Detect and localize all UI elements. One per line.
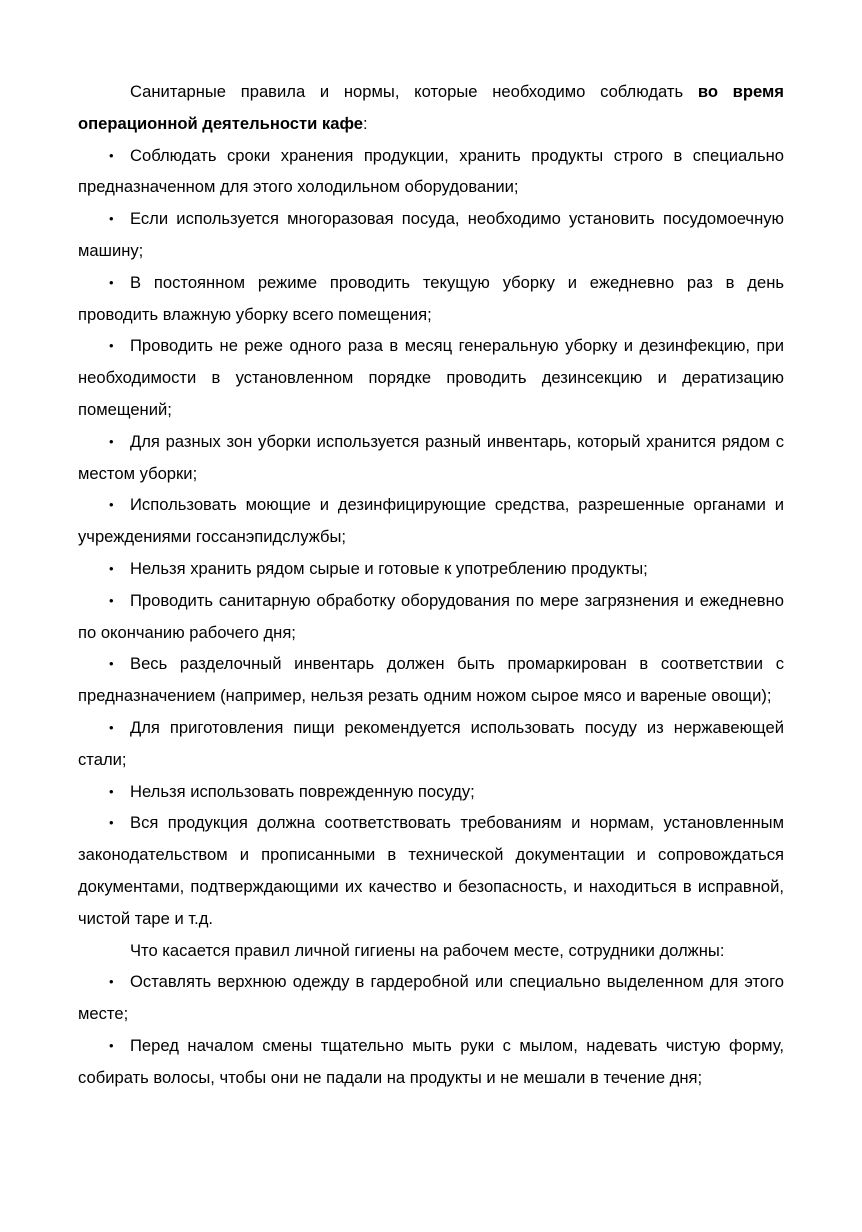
list-item (78, 776, 784, 808)
bullet-icon: • (109, 338, 114, 354)
list-item (78, 585, 784, 649)
intro-text: Санитарные правила и нормы, которые необходимо соблюдать (130, 82, 698, 101)
bullet-icon: • (109, 783, 114, 799)
list-item (78, 553, 784, 585)
bullet-icon: • (109, 815, 114, 831)
bullet-icon: • (109, 656, 114, 672)
bullet-icon: • (109, 497, 114, 513)
list-item (78, 966, 784, 1030)
list-item (78, 712, 784, 776)
list-item-text: Если используется многоразовая посуда, необходимо установить посудомоечную машину; (78, 209, 784, 260)
list-item (78, 330, 784, 425)
bullet-icon: • (109, 211, 114, 227)
list-item-text: Для приготовления пищи рекомендуется использовать посуду из нержавеющей стали; (78, 717, 784, 769)
hygiene-rules-list (78, 966, 784, 1093)
list-item (78, 1030, 784, 1094)
list-item (78, 267, 784, 331)
sanitary-rules-list (78, 140, 784, 935)
list-item (78, 203, 784, 267)
list-item-text: Для разных зон уборки используется разный инвентарь, который хранится рядом с местом уборки; (78, 431, 784, 483)
list-item (78, 426, 784, 490)
list-item (78, 648, 784, 712)
list-item-text: Весь разделочный инвентарь должен быть промаркирован в соответствии с предназначением (например, нельзя резать одним ножом сырое мясо и вареные овощи); (78, 654, 784, 706)
bullet-icon: • (109, 974, 114, 990)
intro-bold-text: во время операционной деятельности кафе (78, 82, 784, 133)
list-item-text: Использовать моющие и дезинфицирующие средства, разрешенные органами и учреждениями госсанэпидслужбы; (78, 495, 784, 547)
document-page (78, 76, 784, 1094)
bullet-icon: • (109, 560, 114, 576)
intro-colon: : (363, 113, 368, 133)
list-item-text: Нельзя использовать поврежденную посуду; (130, 781, 475, 801)
list-item-text: В постоянном режиме проводить текущую уборку и ежедневно раз в день проводить влажную уборку всего помещения; (78, 272, 784, 324)
bullet-icon: • (109, 719, 114, 735)
list-item (78, 489, 784, 553)
list-item-text: Соблюдать сроки хранения продукции, хранить продукты строго в специально предназначенном для этого холодильном оборудовании; (78, 145, 784, 197)
list-item (78, 807, 784, 934)
list-item-text: Вся продукция должна соответствовать требованиям и нормам, установленным законодательством и прописанными в технической документации и сопровождаться документами, подтверждающими их качество и безопасность, и находиться в исправной, чистой таре и т.д. (78, 813, 784, 928)
bullet-icon: • (109, 274, 114, 290)
bullet-icon: • (109, 1037, 114, 1053)
list-item-text: Перед началом смены тщательно мыть руки с мылом, надевать чистую форму, собирать волосы, чтобы они не падали на продукты и не мешали в течение дня; (78, 1035, 784, 1087)
list-item-text: Нельзя хранить рядом сырые и готовые к употреблению продукты; (130, 558, 648, 578)
list-item (78, 140, 784, 204)
hygiene-intro-paragraph: Что касается правил личной гигиены на рабочем месте, сотрудники должны: (130, 940, 725, 960)
list-item-text: Проводить санитарную обработку оборудования по мере загрязнения и ежедневно по окончанию рабочего дня; (78, 590, 784, 642)
bullet-icon: • (109, 147, 114, 163)
list-item-text: Проводить не реже одного раза в месяц генеральную уборку и дезинфекцию, при необходимости в установленном порядке проводить дезинсекцию и дератизацию помещений; (78, 336, 784, 419)
list-item-text: Оставлять верхнюю одежду в гардеробной или специально выделенном для этого месте; (78, 972, 784, 1024)
bullet-icon: • (109, 592, 114, 608)
intro-paragraph (78, 76, 784, 140)
bullet-icon: • (109, 433, 114, 449)
